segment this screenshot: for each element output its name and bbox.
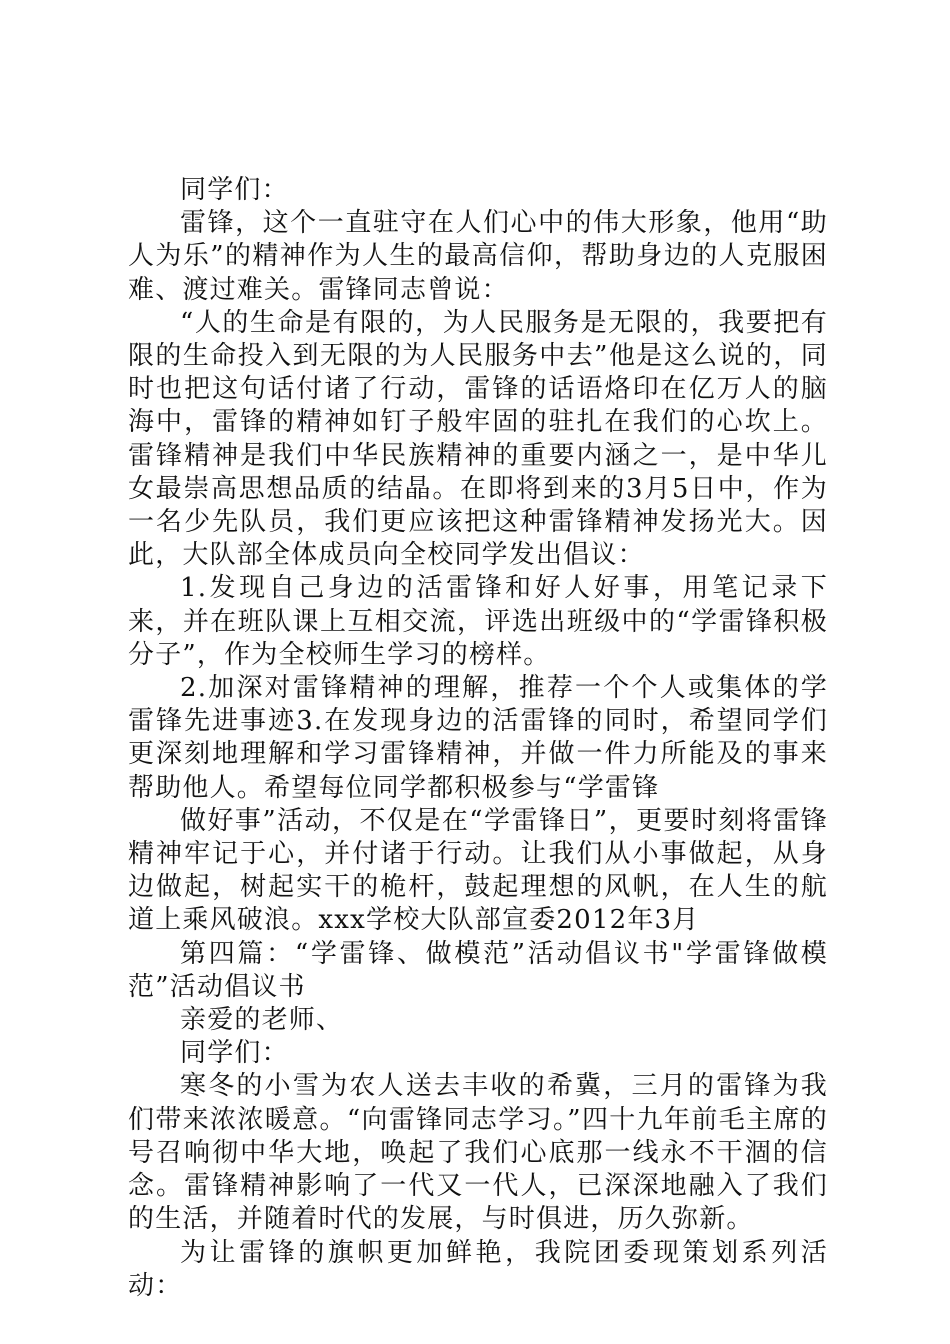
salutation-students: 同学们：	[180, 1038, 289, 1069]
document-body	[128, 174, 828, 1303]
proposal-item-2: 2.加深对雷锋精神的理解，推荐一个个人或集体的学雷锋先进事迹3.在发现身边的活雷锋的同时，希望同学们更深刻地理解和学习雷锋精神，并做一件力所能及的事来帮助他人。希望每位同学都积极参与“学雷锋	[128, 673, 828, 803]
section-heading: 第四篇：“学雷锋、做模范”活动倡议书"学雷锋做模范”活动倡议书	[128, 938, 828, 1002]
body-paragraph: 为让雷锋的旗帜更加鲜艳，我院团委现策划系列活动：	[128, 1237, 828, 1301]
proposal-item-1: 1.发现自己身边的活雷锋和好人好事，用笔记录下来，并在班队课上互相交流，评选出班级中的“学雷锋积极分子”，作为全校师生学习的榜样。	[128, 573, 828, 670]
salutation-paragraph: 同学们：	[180, 175, 289, 205]
salutation-teachers: 亲爱的老师、	[180, 1005, 344, 1036]
quote-paragraph: “人的生命是有限的，为人民服务是无限的，我要把有限的生命投入到无限的为人民服务中去”他是这么说的，同时也把这句话付诸了行动，雷锋的话语烙印在亿万人的脑海中，雷锋的精神如钉子般牢固的驻扎在我们的心坎上。雷锋精神是我们中华民族精神的重要内涵之一，是中华儿女最崇高思想品质的结晶。在即将到来的3月5日中，作为一名少先队员，我们更应该把这种雷锋精神发扬光大。因此，大队部全体成员向全校同学发出倡议：	[128, 307, 828, 571]
body-paragraph: 雷锋，这个一直驻守在人们心中的伟大形象，他用“助人为乐”的精神作为人生的最高信仰，帮助身边的人克服困难、渡过难关。雷锋同志曾说：	[128, 208, 828, 305]
closing-paragraph: 做好事”活动，不仅是在“学雷锋日”，更要时刻将雷锋精神牢记于心，并付诸于行动。让我们从小事做起，从身边做起，树起实干的桅杆，鼓起理想的风帆，在人生的航道上乘风破浪。xxx学校大队部宣委2012年3月	[128, 805, 828, 936]
body-paragraph: 寒冬的小雪为农人送去丰收的希冀，三月的雷锋为我们带来浓浓暖意。“向雷锋同志学习。”四十九年前毛主席的号召响彻中华大地，唤起了我们心底那一线永不干涸的信念。雷锋精神影响了一代又一代人，已深深地融入了我们的生活，并随着时代的发展，与时俱进，历久弥新。	[128, 1071, 828, 1235]
